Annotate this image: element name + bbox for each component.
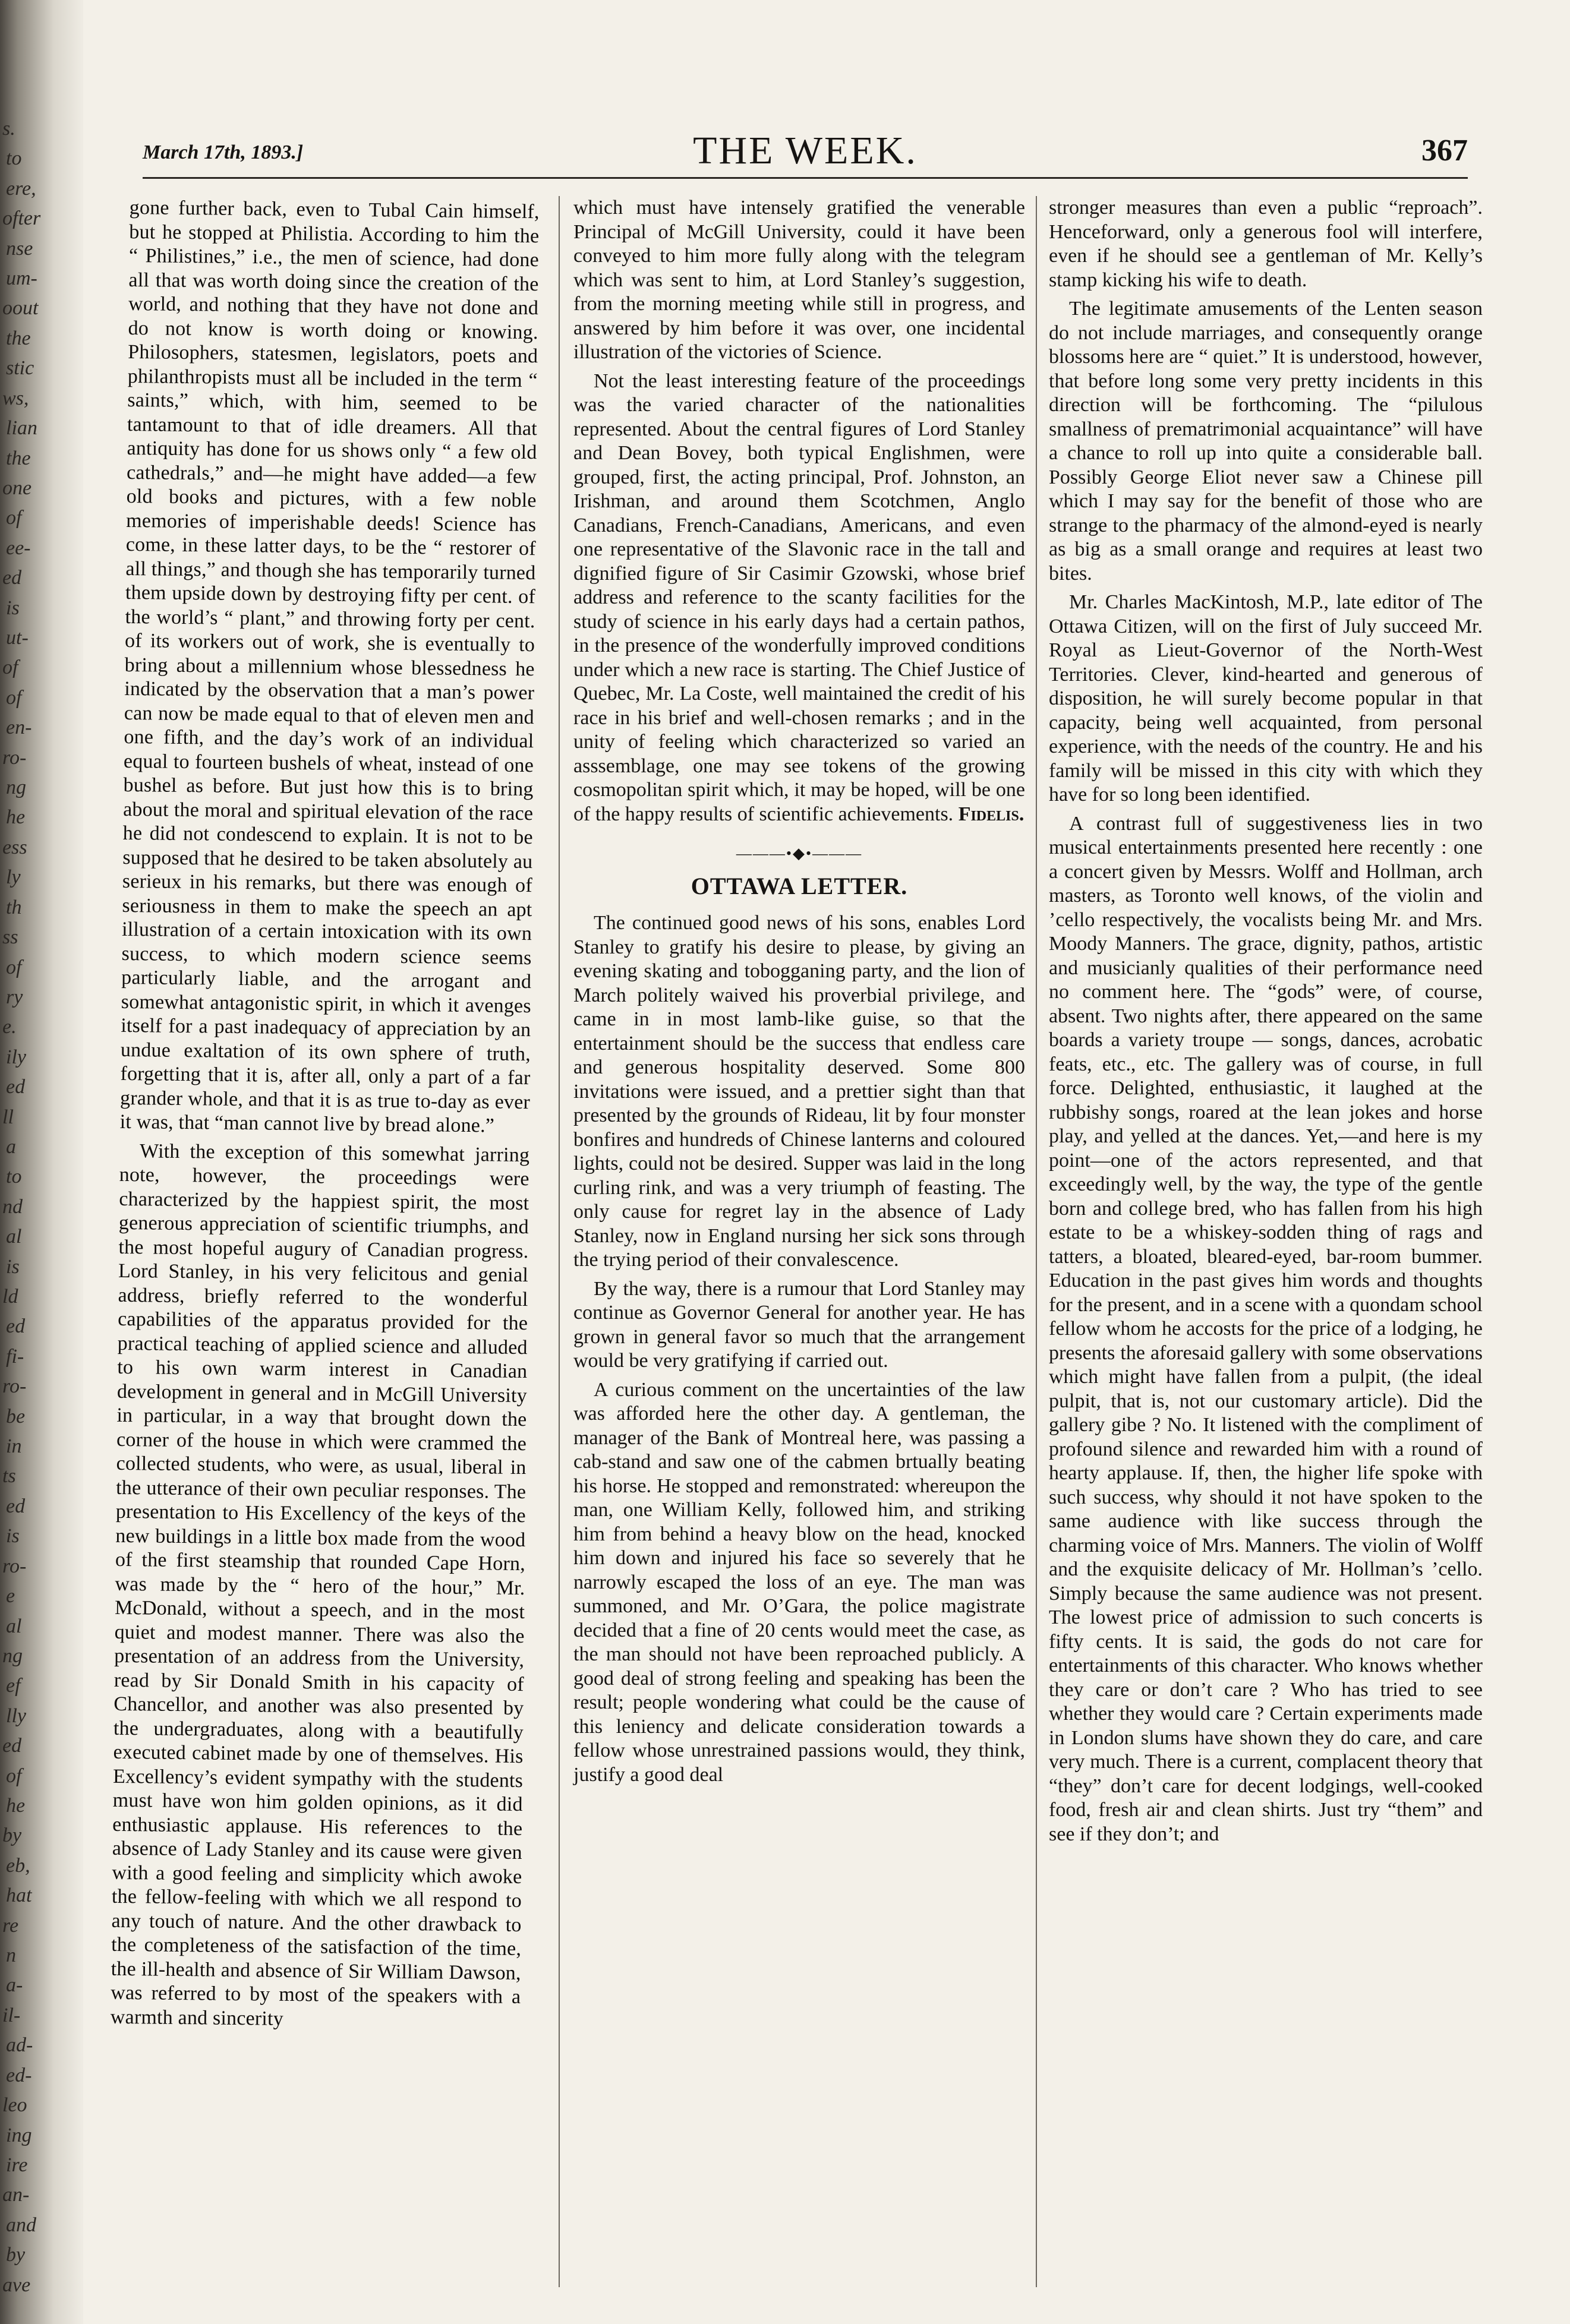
margin-fragment: ess [2, 836, 27, 858]
margin-fragment: a [6, 1135, 16, 1158]
margin-fragment: hat [6, 1884, 32, 1907]
margin-fragment: ed [6, 1076, 26, 1098]
margin-fragment: a- [6, 1974, 23, 1997]
margin-fragment: ed- [6, 2064, 32, 2086]
margin-fragment: e. [2, 1016, 17, 1038]
section-heading: OTTAWA LETTER. [691, 872, 908, 899]
margin-fragment: ed [6, 1315, 26, 1338]
margin-fragment: an- [2, 2184, 30, 2206]
article-paragraph: The legitimate amusements of the Lenten season do not include marriages, and consequently orange blossoms here are “ quiet.” It is understood, however, that before long some very pretty incidents in this direction will be forthcoming. The “pilulous smallness of prematrimonial acquaintance” will have a chance to roll up into quite a considerable ball. Possibly George Eliot never saw a Chinese pill which I may say for the benefit of those who are strange to the pharmacy of the almond-eyed is nearly as big as a small orange and requires at least two bites. [1049, 298, 1483, 585]
margin-fragment: is [6, 596, 20, 619]
margin-fragment: of [6, 507, 22, 529]
margin-fragment: ly [6, 866, 21, 889]
margin-fragment: the [6, 327, 31, 349]
margin-fragment: th [6, 896, 22, 918]
margin-fragment: ily [6, 1046, 26, 1068]
margin-fragment: ed [2, 567, 22, 589]
article-paragraph: stronger measures than even a public “reproach”. Henceforward, only a generous fool will interfere, even if he should see a gentleman of Mr. Kelly’s stamp kicking his wife to death. [1049, 197, 1483, 291]
margin-fragment: lian [6, 417, 37, 440]
margin-fragment: ut- [6, 626, 29, 649]
margin-fragment: ts [2, 1465, 16, 1488]
margin-fragment: of [6, 956, 22, 978]
margin-fragment: be [6, 1405, 26, 1428]
margin-fragment: oout [2, 297, 39, 320]
article-paragraph [573, 370, 1025, 827]
margin-fragment: ld [2, 1286, 18, 1308]
margin-fragment: ave [2, 2274, 31, 2296]
margin-fragment: ee- [6, 536, 31, 559]
margin-fragment: to [6, 147, 22, 170]
column-1 [111, 196, 540, 2038]
margin-fragment: nd [2, 1195, 23, 1218]
article-paragraph: A curious comment on the uncertainties of the law was afforded here the other day. A gentleman, the manager of the Bank of Montreal here, was passing a cab-stand and saw one of the cabmen brtually beating his horse. He stopped and remonstrated: whereupon the man, one William Kelly, followed him, and striking him from behind a heavy blow on the head, knocked him down and injured his face so severely that he narrowly escaped the loss of an eye. The man was summoned, and Mr. O’Gara, the police magistrate decided that a fine of 20 cents would meet the case, as the man should not have been reproached publicly. A good deal of strong feeling and speaking has been the result; people wondering what could be the cause of this leniency and delicate consideration towards a fellow whose unrestrained passions would, they think, justify a good deal [573, 1378, 1025, 1786]
margin-fragment: in [6, 1435, 22, 1458]
article-paragraph: Mr. Charles MacKintosh, M.P., late editor of The Ottawa Citizen, will on the first of July succeed Mr. Royal as Lieut-Governor of the North-West Territories. Clever, kind-hearted and generous of disposition, he will surely become popular in that capacity, being well acquainted, from personal experience, with the needs of the country. He and his family will be missed in this city with which they have for so long been identified. [1049, 591, 1483, 806]
section-ornament: ———•◆•——— [736, 845, 863, 862]
article-paragraph: gone further back, even to Tubal Cain himself, but he stopped at Philistia. According to him the “ Philistines,” i.e., the men of science, had done all that was worth doing since the creation of the world, and nothing that they have not done and do not know is worth doing or knowing. Philosophers, statesmen, legislators, poets and philanthropists must all be included in the term “ saints,” which, with him, seemed to be tantamount to that of idle dreamers. All that antiquity has done for us shows only “ a few old cathedrals,” and—he might have added—a few old books and pictures, with a few noble memories of imperishable deeds! Science has come, in these latter days, to be the “ restorer of all things,” and though she has temporarily turned them upside down by destroying fifty per cent. of the world’s “ plant,” and throwing forty per cent. of its workers out of work, she is eventually to bring about a millennium whose blessedness he indicated by the observation that a man’s power can now be made equal to that of eleven men and one fifth, and the day’s work of an individual equal to fourteen bushels of wheat, instead of one bushel as before. But just how this is to bring about the moral and spiritual elevation of the race he did not condescend to explain. It is not to be supposed that he desired to be taken absolutely au serieux in his remarks, but there was enough of seriousness in them to make the speech an apt illustration of a certain intoxication with its own success, to which modern science seems particularly liable, and the arrogant and somewhat antagonistic spirit, in which it avenges itself for a past inadequacy of appreciation by an undue exaltation of its own sphere of truth, forgetting that it is, after all, only a part of a far grander whole, and that it is as true to-day as ever it was, that “man cannot live by bread alone.” [119, 196, 540, 1137]
column-2 [573, 196, 1025, 1792]
page-number: 367 [1421, 134, 1468, 168]
margin-fragment: ro- [2, 1555, 27, 1577]
column-3 [1049, 196, 1483, 1851]
margin-fragment: ro- [2, 746, 27, 769]
margin-fragment: ed [6, 1495, 26, 1517]
margin-fragment: ed [2, 1735, 22, 1757]
margin-fragment: eb, [6, 1854, 30, 1877]
issue-date: March 17th, 1893.] [143, 141, 304, 163]
margin-fragment: re [2, 1914, 19, 1937]
margin-fragment: ef [6, 1675, 21, 1697]
margin-fragment: ire [6, 2154, 28, 2176]
margin-fragment: ng [2, 1644, 23, 1667]
article-paragraph-text: Not the least interesting feature of the proceedings was the varied character of the nationalities represented. About the central figures of Lord Stanley and Dean Bovey, both typical Englishmen, were grouped, first, the acting principal, Prof. Johnston, an Irishman, and around them Scotchmen, Anglo Canadians, French-Canadians, Americans, and even one representative of the Slavonic race in the tall and dignified figure of Sir Casimir Gzowski, whose brief address and reference to the scanty facilities for the study of science in his early days had a certain pathos, in the presence of the wonderfully improved conditions under which a new race is starting. The Chief Justice of Quebec, Mr. La Coste, well maintained the credit of his race in his brief and well-chosen remarks ; and in the unity of feeling which characterized so varied an asssemblage, one may see tokens of the growing cosmopolitan spirit which, it may be hoped, will be one of the happy results of scientific achievements. [573, 370, 1025, 825]
margin-fragment: he [6, 1795, 26, 1817]
margin-fragment: is [6, 1525, 20, 1548]
article-paragraph: With the exception of this somewhat jarring note, however, the proceedings were characterized by the happiest spirit, the most generous appreciation of scientific triumphs, and the most hopeful augury of Canadian progress. Lord Stanley, in his very felicitous and genial address, briefly referred to the wonderful capabilities of the apparatus provided for the practical teaching of applied science and alluded to his own warm interest in Canadian development in general and in McGill University in particular, in a way that brought down the corner of the house in which were crammed the collected students, who were, as usual, liberal in the utterance of their own peculiar responses. The presentation to His Excellency of the keys of the new buildings in a little box made from the wood of the first steamship that rounded Cape Horn, was made by the “ hero of the hour,” Mr. McDonald, without a speech, and in the most quiet and modest manner. There was also the presentation of an address from the University, read by Sir Donald Smith in his capacity of Chancellor, and another was also presented by the undergraduates, along with a beautifully executed cabinet made by one of themselves. His Excellency’s evident sympathy with the students must have won him golden opinions, as it did enthusiastic applause. His references to the absence of Lady Stanley and its cause were given with a good feeling and simplicity which awoke the fellow-feeling with which we all respond to any touch of nature. And the other drawback to the completeness of the satisfaction of the time, the ill-health and absence of Sir William Dawson, was referred to by most of the speakers with a warmth and sincerity [110, 1139, 530, 2030]
margin-fragment: of [6, 1764, 22, 1787]
margin-fragment: al [6, 1615, 22, 1637]
page-header [143, 125, 1468, 178]
header-rule [143, 177, 1468, 179]
margin-fragment: one [2, 476, 32, 499]
facing-page-margin [0, 0, 83, 2324]
margin-fragment: ere, [6, 177, 36, 200]
margin-fragment: ll [2, 1106, 14, 1128]
margin-fragment: by [2, 1824, 22, 1847]
margin-fragment: is [6, 1255, 20, 1278]
margin-fragment: s. [2, 118, 15, 140]
margin-fragment: e [6, 1585, 15, 1608]
margin-fragment: ofter [2, 207, 41, 230]
margin-fragment: ws, [2, 387, 29, 409]
margin-fragment: ro- [2, 1375, 27, 1398]
publication-title: THE WEEK. [693, 129, 918, 172]
margin-fragment: leo [2, 2094, 27, 2117]
margin-fragment: lly [6, 1704, 26, 1727]
margin-fragment: stic [6, 357, 34, 380]
margin-fragment: of [2, 656, 18, 679]
article-paragraph: The continued good news of his sons, enables Lord Stanley to gratify his desire to please, by giving an evening skating and tobogganing party, and the lion of March politely waived his proverbial privilege, and came in in most lamb-like guise, so that the entertainment should be the success that endless care and generous hospitality deserved. Some 800 invitations were issued, and a prettier sight than that presented by the grounds of Rideau, lit by four monster bonfires and hundreds of Chinese lanterns and coloured lights, could not be desired. Supper was laid in the long curling rink, and was a very triumph of feasting. The only cause for regret lay in the absence of Lady Stanley, now in England nursing her sick sons through the trying period of their convalescence. [573, 912, 1025, 1271]
margin-fragment: ad- [6, 2034, 33, 2057]
margin-fragment: ry [6, 986, 23, 1008]
margin-fragment: the [6, 447, 31, 469]
margin-fragment: um- [6, 267, 37, 290]
column-divider [559, 196, 560, 2287]
margin-fragment: nse [6, 237, 33, 260]
margin-fragment: n [6, 1944, 16, 1967]
article-paragraph: By the way, there is a rumour that Lord Stanley may continue as Governor General for another year. He has grown in general favor so much that the arrangement would be very gratifying if carried out. [573, 1277, 1025, 1372]
article-paragraph: A contrast full of suggestiveness lies in two musical entertainments presented here recently : one a concert given by Messrs. Wolff and Hollman, arch masters, as Toronto well knows, of the violin and ’cello respectively, the vocalists being Mr. and Mrs. Moody Manners. The grace, dignity, pathos, artistic and musicianly qualities of their performance need no comment here. The “gods” were, of course, absent. Two nights after, there appeared on the same boards a variety troupe — songs, dances, acrobatic feats, etc., etc. The gallery was of course, in full force. Delighted, enthusiastic, it laughed at the rubbishy songs, roared at the lean jokes and horse play, and yelled at the dances. Yet,—and here is my point—one of the actors represented, and that exceedingly well, by the way, the type of the gentle born and college bred, who has fallen from his high estate to be a whiskey-sodden thing of rags and tatters, a bloated, bleared-eyed, bar-room bummer. Education in the past gives him words and thoughts for the present, and in a scene with a quondam school fellow whom he accosts for the price of a lodging, he presents the aforesaid gallery with some observations which might have fallen from a pulpit, (the ideal pulpit, that is, not our customary article). Did the gallery gibe ? No. It listened with the compliment of profound silence and rewarded him with a round of hearty applause. If, then, the higher life spoke with such success, why should it not have spoken to the same audience with like success through the charming voice of Mrs. Manners. The violin of Wolff and the exquisite delicacy of Mr. Hollman’s ’cello. Simply because the same audience was not present. The lowest price of admission to such concerts is fifty cents. It is said, the gods do not care for entertainments of this character. Who knows whether they care or don’t care ? Who has tried to see whether they would care ? Certain experiments made in London slums have shown they do care, and care very much. There is a current, complacent theory that “they” don’t care for decent lodgings, well-cooked food, fresh air and clean shirts. Just try “them” and see if they don’t; and [1049, 812, 1483, 1845]
margin-fragment: fi- [6, 1345, 24, 1368]
column-divider [1036, 196, 1037, 2287]
margin-fragment: ss [2, 926, 18, 949]
margin-fragment: to [6, 1166, 22, 1188]
article-paragraph: which must have intensely gratified the venerable Principal of McGill University, could it have been conveyed to him more fully along with the telegram which was sent to him, at Lord Stanley’s suggestion, from the morning meeting while still in progress, and answered by him before it was over, one incidental illustration of the victories of Science. [573, 197, 1025, 363]
margin-fragment: al [6, 1226, 22, 1248]
margin-fragment: ng [6, 776, 26, 799]
margin-fragment: en- [6, 716, 32, 739]
margin-fragment: by [6, 2244, 26, 2266]
margin-fragment: and [6, 2214, 36, 2236]
margin-fragment: il- [2, 2004, 21, 2026]
margin-fragment: ing [6, 2124, 32, 2146]
margin-fragment: he [6, 806, 26, 829]
author-signature: Fidelis. [958, 803, 1024, 825]
margin-fragment: of [6, 686, 22, 709]
